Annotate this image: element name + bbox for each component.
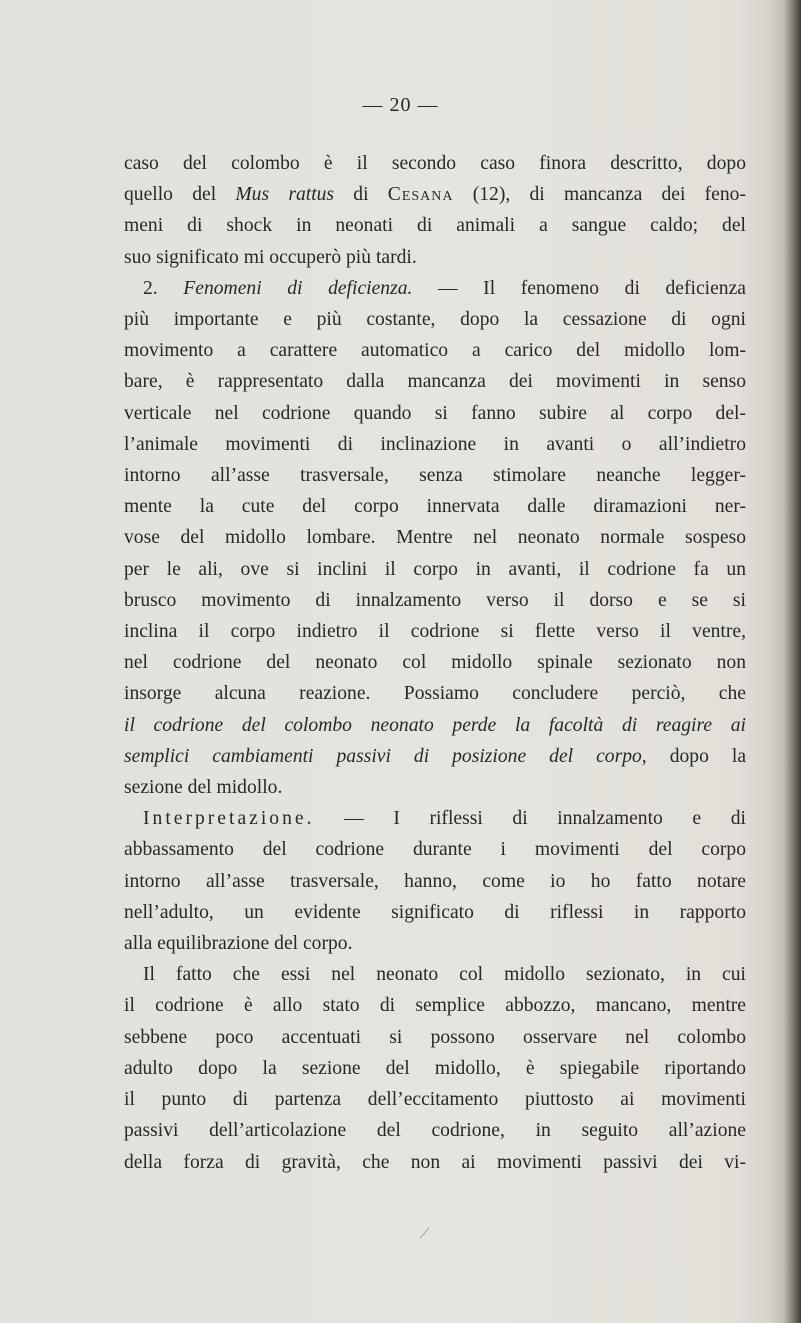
text-line: intorno all’asse trasversale, hanno, come io ho fatto notare xyxy=(124,870,746,892)
text-line: movimento a carattere automatico a carico del midollo lom- xyxy=(124,340,746,362)
text-line: vose del midollo lombare. Mentre nel neonato normale sospeso xyxy=(124,527,746,549)
text-line: l’animale movimenti di inclinazione in avanti o all’indietro xyxy=(124,433,746,455)
pencil-mark xyxy=(420,1227,437,1245)
text-line: della forza di gravità, che non ai movimenti passivi dei vi- xyxy=(124,1151,746,1173)
text-line: nell’adulto, un evidente significato di riflessi in rapporto xyxy=(124,901,746,923)
text-line: sebbene poco accentuati si possono osservare nel colombo xyxy=(124,1026,746,1048)
text-line: insorge alcuna reazione. Possiamo concludere perciò, che xyxy=(124,683,746,705)
text-line: per le ali, ove si inclini il corpo in avanti, il codrione fa un xyxy=(124,558,746,580)
page-number: — 20 — xyxy=(362,94,439,116)
text-line: intorno all’asse trasversale, senza stimolare neanche legger- xyxy=(124,465,746,487)
text-line: Il fatto che essi nel neonato col midollo sezionato, in cui xyxy=(143,964,746,986)
body-text xyxy=(124,148,746,1178)
text-line: il codrione è allo stato di semplice abbozzo, mancano, mentre xyxy=(124,995,746,1017)
text-line: quello del Mus rattus di Cesana (12), di mancanza dei feno- xyxy=(124,184,746,206)
text-line: adulto dopo la sezione del midollo, è spiegabile riportando xyxy=(124,1057,746,1079)
text-line: più importante e più costante, dopo la cessazione di ogni xyxy=(124,309,746,331)
text-line: caso del colombo è il secondo caso finora descritto, dopo xyxy=(124,153,746,174)
text-line: nel codrione del neonato col midollo spinale sezionato non xyxy=(124,652,746,674)
page-edge-shadow xyxy=(783,0,801,1323)
text-line: semplici cambiamenti passivi di posizione del corpo, dopo la xyxy=(124,745,747,767)
text-line: il codrione del colombo neonato perde la facoltà di reagire ai xyxy=(124,714,746,736)
text-line: abbassamento del codrione durante i movimenti del corpo xyxy=(124,839,746,861)
text-line: bare, è rappresentato dalla mancanza dei movimenti in senso xyxy=(124,371,746,393)
text-line: verticale nel codrione quando si fanno subire al corpo del- xyxy=(124,402,746,424)
text-line: 2. Fenomeni di deficienza. — Il fenomeno di deficienza xyxy=(143,277,746,299)
text-line: sezione del midollo. xyxy=(124,777,283,799)
text-line: passivi dell’articolazione del codrione, in seguito all’azione xyxy=(124,1120,746,1142)
text-line: meni di shock in neonati di animali a sangue caldo; del xyxy=(124,215,746,237)
text-line: il punto di partenza dell’eccitamento piuttosto ai movimenti xyxy=(124,1089,746,1111)
text-line: inclina il corpo indietro il codrione si flette verso il ventre, xyxy=(124,621,746,643)
text-line: Interpretazione. — I riflessi di innalzamento e di xyxy=(143,808,746,830)
text-line: suo significato mi occuperò più tardi. xyxy=(124,246,417,268)
text-line: alla equilibrazione del corpo. xyxy=(124,933,353,955)
text-line: mente la cute del corpo innervata dalle diramazioni ner- xyxy=(124,496,746,518)
text-line: brusco movimento di innalzamento verso il dorso e se si xyxy=(124,589,746,611)
